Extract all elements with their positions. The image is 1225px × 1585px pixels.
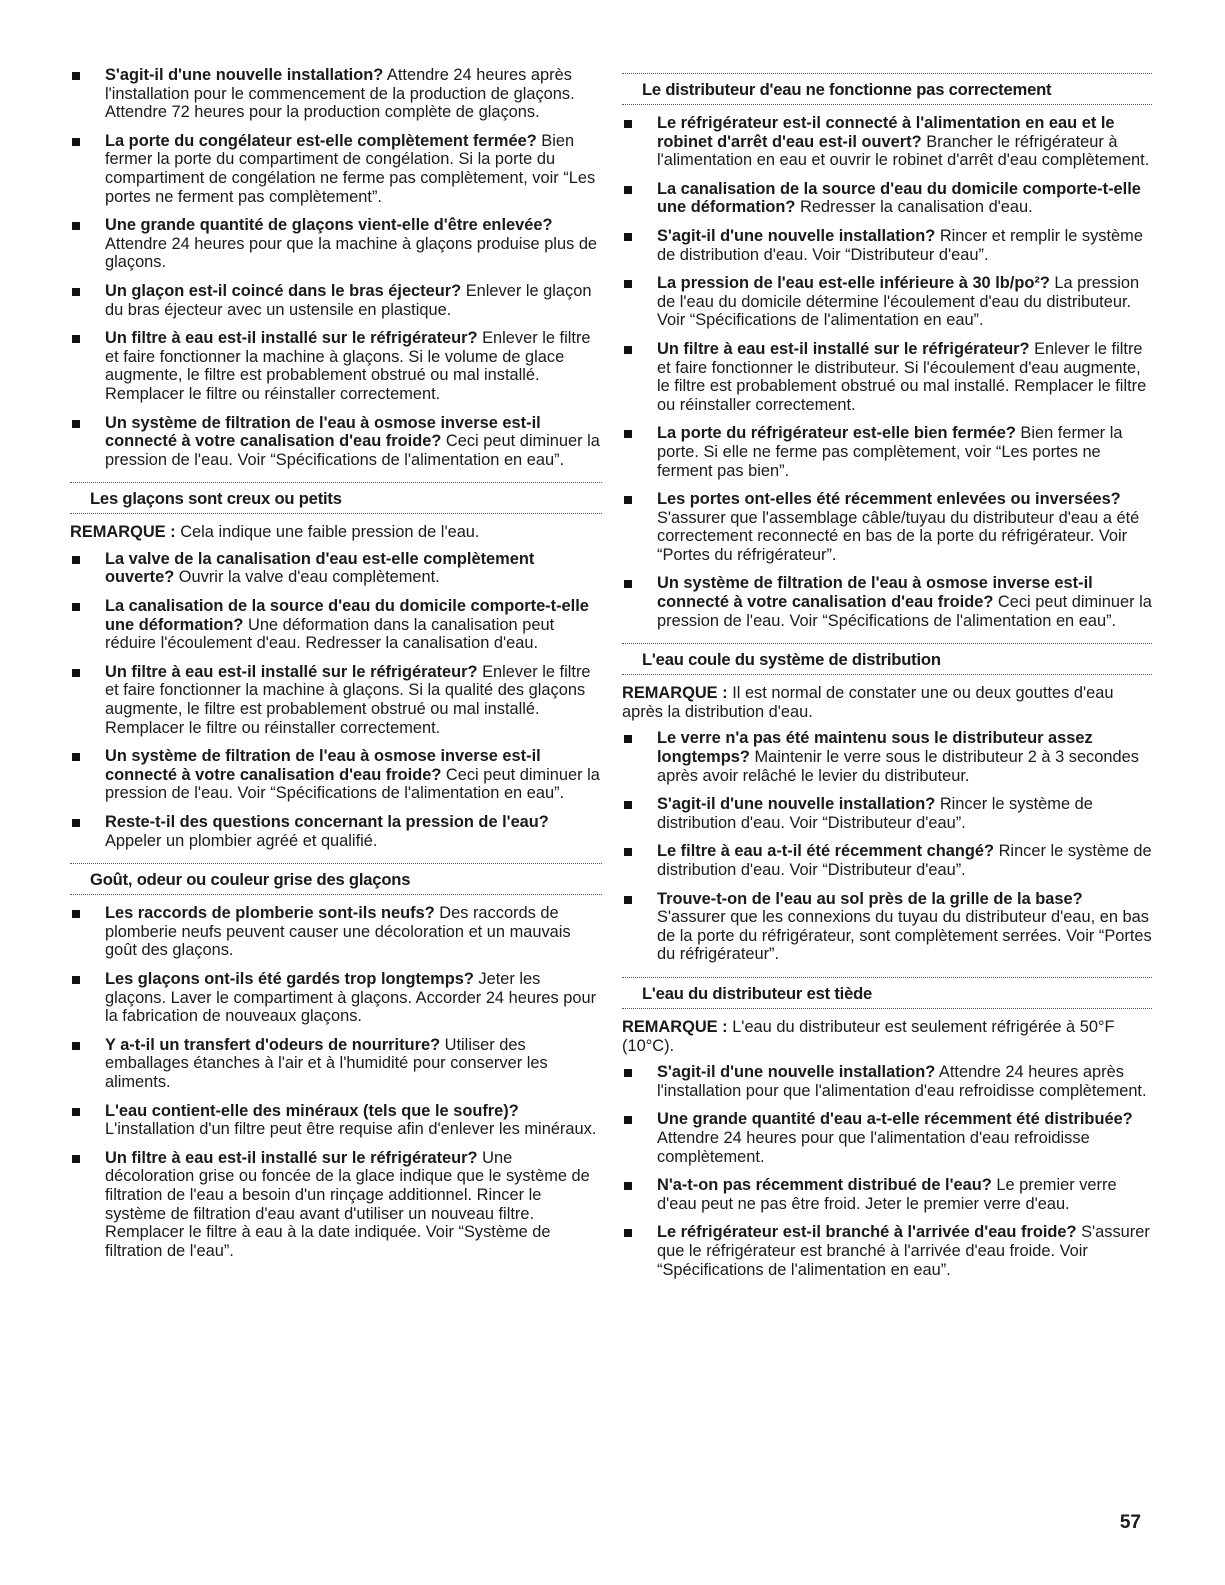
item-answer: Des raccords de plomberie neufs peuvent causer une décoloration et un mauvais goût des glaçons. — [105, 904, 571, 960]
note-text: Cela indique une faible pression de l'eau. — [175, 523, 480, 542]
item-answer: Ceci peut diminuer la pression de l'eau. Voir “Spécifications de l'alimentation en eau”. — [657, 593, 1152, 630]
item-question: Les glaçons ont-ils été gardés trop longtemps? — [105, 969, 474, 988]
section-title: Le distributeur d'eau ne fonctionne pas correctement — [642, 80, 1052, 99]
item-question: Une grande quantité de glaçons vient-elle d'être enlevée? — [105, 216, 553, 235]
note-label: REMARQUE : — [622, 684, 728, 703]
section-heading — [622, 974, 1152, 1012]
item-answer: Ceci peut diminuer la pression de l'eau. Voir “Spécifications de l'alimentation en eau”. — [105, 432, 600, 469]
item-question: La valve de la canalisation d'eau est-elle complètement ouverte? — [105, 549, 535, 587]
item-question: Les raccords de plomberie sont-ils neufs? — [105, 904, 435, 923]
item-question: Une grande quantité d'eau a-t-elle récemment été distribuée? — [657, 1110, 1133, 1129]
item-answer: Attendre 24 heures pour que l'alimentation d'eau refroidisse complètement. — [657, 1128, 1090, 1166]
troubleshoot-item — [622, 227, 1152, 264]
troubleshoot-item — [622, 795, 1152, 832]
section-title: Les glaçons sont creux ou petits — [90, 489, 342, 509]
item-answer: Attendre 24 heures après l'installation pour que l'alimentation d'eau refroidisse complètement. — [657, 1063, 1147, 1100]
bullet-square-icon — [624, 1182, 632, 1190]
item-answer: Ouvrir la valve d'eau complètement. — [174, 568, 440, 587]
item-answer: Maintenir le verre sous le distributeur 2 à 3 secondes après avoir relâché le levier du distributeur. — [657, 748, 1139, 785]
bullet-square-icon — [624, 580, 632, 588]
dispenser-leak-list — [622, 729, 1152, 964]
bullet-square-icon — [72, 910, 80, 918]
bullet-square-icon — [72, 1042, 80, 1050]
bullet-square-icon — [72, 335, 80, 343]
troubleshoot-item — [622, 890, 1152, 964]
troubleshoot-item — [622, 729, 1152, 785]
item-answer: Jeter les glaçons. Laver le compartiment à glaçons. Accorder 24 heures pour la fabrication de nouveaux glaçons. — [105, 969, 597, 1026]
troubleshoot-item — [622, 274, 1152, 330]
item-answer: Redresser la canalisation d'eau. — [795, 198, 1033, 217]
right-column — [622, 0, 1152, 1289]
troubleshoot-item — [70, 1036, 602, 1092]
bullet-square-icon — [624, 120, 632, 128]
troubleshoot-item — [70, 747, 602, 803]
section-title: L'eau du distributeur est tiède — [642, 983, 873, 1003]
page-number: 57 — [1119, 1512, 1141, 1533]
bullet-square-icon — [72, 556, 80, 564]
section-heading — [70, 860, 602, 898]
item-question: Un glaçon est-il coincé dans le bras éjecteur? — [105, 281, 462, 300]
item-answer: Brancher le réfrigérateur à l'alimentation en eau et ouvrir le robinet d'arrêt d'eau complètement. — [657, 132, 1150, 170]
bullet-square-icon — [624, 735, 632, 743]
item-answer: Bien fermer la porte du compartiment de congélation. Si la porte du compartiment de congélation ne ferme pas complètement, voir “Les portes ne ferment pas complètement”. — [105, 131, 596, 206]
item-question: Un système de filtration de l'eau à osmose inverse est-il connecté à votre canalisation d'eau froide? — [105, 413, 541, 451]
item-answer: La pression de l'eau du domicile détermine l'écoulement d'eau du distributeur. Voir “Spécifications de l'alimentation en eau”. — [657, 274, 1140, 330]
troubleshoot-item — [70, 1102, 602, 1139]
item-question: Le réfrigérateur est-il branché à l'arrivée d'eau froide? — [657, 1223, 1077, 1242]
troubleshoot-item — [70, 663, 602, 737]
troubleshoot-item — [70, 550, 602, 587]
item-question: Un filtre à eau est-il installé sur le réfrigérateur? — [105, 662, 478, 681]
troubleshoot-item — [70, 132, 602, 206]
item-answer: Attendre 24 heures pour que la machine à glaçons produise plus de glaçons. — [105, 234, 598, 272]
troubleshoot-item — [70, 904, 602, 960]
bullet-square-icon — [72, 1155, 80, 1163]
item-question: La pression de l'eau est-elle inférieure à 30 lb/po²? — [657, 274, 1050, 293]
troubleshoot-item — [622, 574, 1152, 630]
troubleshoot-item — [70, 329, 602, 403]
bullet-square-icon — [624, 496, 632, 504]
bullet-square-icon — [624, 848, 632, 856]
section-title: L'eau coule du système de distribution — [642, 650, 941, 670]
bullet-square-icon — [72, 138, 80, 146]
note-label: REMARQUE : — [622, 1017, 728, 1036]
item-answer: Enlever le filtre et faire fonctionner la machine à glaçons. Si la qualité des glaçons augmente, le filtre est probablement obstrué ou mal installé. Remplacer le filtre ou réinstaller correctement. — [105, 662, 591, 737]
item-question: S'agit-il d'une nouvelle installation? — [657, 1063, 936, 1082]
item-answer: Rincer le système de distribution d'eau. Voir “Distributeur d'eau”. — [657, 795, 1093, 832]
bullet-square-icon — [72, 222, 80, 230]
troubleshoot-item — [622, 340, 1152, 414]
item-answer: Utiliser des emballages étanches à l'air et à l'humidité pour conserver les aliments. — [105, 1035, 548, 1091]
section-heading — [70, 479, 602, 517]
bullet-square-icon — [72, 288, 80, 296]
bullet-square-icon — [624, 186, 632, 194]
item-answer: Enlever le glaçon du bras éjecteur avec un ustensile en plastique. — [105, 281, 592, 319]
item-question: Y a-t-il un transfert d'odeurs de nourriture? — [105, 1035, 441, 1054]
section-heading — [622, 640, 1152, 678]
item-answer: Appeler un plombier agréé et qualifié. — [105, 831, 378, 850]
item-question: N'a-t-on pas récemment distribué de l'eau? — [657, 1176, 992, 1195]
item-question: La canalisation de la source d'eau du domicile comporte-t-elle une déformation? — [657, 179, 1141, 217]
item-question: Les portes ont-elles été récemment enlevées ou inversées? — [657, 490, 1121, 509]
bullet-square-icon — [624, 896, 632, 904]
troubleshoot-item — [622, 1063, 1152, 1100]
item-question: La canalisation de la source d'eau du domicile comporte-t-elle une déformation? — [105, 597, 589, 634]
item-answer: Attendre 24 heures après l'installation pour le commencement de la production de glaçons. Attendre 72 heures pour la production complète de glaçons. — [105, 66, 575, 122]
item-question: Le réfrigérateur est-il connecté à l'alimentation en eau et le robinet d'arrêt d'eau est-il ouvert? — [657, 114, 1115, 151]
troubleshoot-item — [622, 490, 1152, 564]
troubleshoot-item — [70, 66, 602, 122]
item-answer: S'assurer que le réfrigérateur est branché à l'arrivée d'eau froide. Voir “Spécifications de l'alimentation en eau”. — [657, 1223, 1150, 1279]
item-question: S'agit-il d'une nouvelle installation? — [657, 226, 936, 245]
troubleshoot-item — [622, 1223, 1152, 1279]
item-question: Un filtre à eau est-il installé sur le réfrigérateur? — [657, 339, 1030, 358]
troubleshoot-item — [622, 842, 1152, 879]
item-answer: L'installation d'un filtre peut être requise afin d'enlever les minéraux. — [105, 1120, 597, 1139]
troubleshoot-item — [622, 424, 1152, 480]
troubleshoot-item — [70, 282, 602, 319]
bullet-square-icon — [624, 801, 632, 809]
note — [622, 1018, 1152, 1055]
item-question: La porte du congélateur est-elle complètement fermée? — [105, 131, 537, 150]
bullet-square-icon — [72, 819, 80, 827]
note-text: L'eau du distributeur est seulement réfrigérée à 50°F (10°C). — [622, 1017, 1115, 1055]
hollow-ice-list — [70, 550, 602, 850]
bullet-square-icon — [624, 1116, 632, 1124]
bullet-square-icon — [624, 233, 632, 241]
section-title: Goût, odeur ou couleur grise des glaçons — [90, 870, 411, 890]
item-answer: Le premier verre d'eau peut ne pas être froid. Jeter le premier verre d'eau. — [657, 1176, 1117, 1213]
item-question: Un système de filtration de l'eau à osmose inverse est-il connecté à votre canalisation d'eau froide? — [105, 747, 541, 784]
item-question: S'agit-il d'une nouvelle installation? — [657, 795, 936, 814]
bullet-square-icon — [624, 1069, 632, 1077]
item-question: Trouve-t-on de l'eau au sol près de la grille de la base? — [657, 889, 1083, 908]
troubleshoot-item — [70, 414, 602, 470]
item-answer: Bien fermer la porte. Si elle ne ferme pas complètement, voir “Les portes ne ferment pas bien”. — [657, 424, 1123, 480]
troubleshoot-item — [622, 180, 1152, 217]
item-answer: S'assurer que l'assemblage câble/tuyau du distributeur d'eau a été correctement reconnecté en bas de la porte du réfrigérateur. Voir “Portes du réfrigérateur”. — [657, 508, 1140, 564]
item-question: Un filtre à eau est-il installé sur le réfrigérateur? — [105, 1148, 478, 1167]
item-answer: Rincer et remplir le système de distribution d'eau. Voir “Distributeur d'eau”. — [657, 226, 1143, 264]
troubleshoot-item — [70, 597, 602, 653]
troubleshoot-item — [622, 1176, 1152, 1213]
troubleshoot-item — [622, 1110, 1152, 1166]
bullet-square-icon — [624, 346, 632, 354]
bullet-square-icon — [624, 280, 632, 288]
item-answer: S'assurer que les connexions du tuyau du distributeur d'eau, en bas de la porte du réfrigérateur, sont complètement serrées. Voir “Portes du réfrigérateur”. — [657, 908, 1152, 964]
ice-taste-list — [70, 904, 602, 1260]
bullet-square-icon — [72, 669, 80, 677]
item-question: L'eau contient-elle des minéraux (tels que le soufre)? — [105, 1101, 519, 1120]
item-answer: Ceci peut diminuer la pression de l'eau. Voir “Spécifications de l'alimentation en eau”. — [105, 765, 600, 803]
bullet-square-icon — [624, 1229, 632, 1237]
troubleshoot-item — [70, 216, 602, 272]
item-answer: Une décoloration grise ou foncée de la glace indique que le système de filtration de l'eau a besoin d'un rinçage additionnel. Rincer le système de filtration d'eau avant d'utiliser un nouveau filtre. Remplacer le filtre à eau à la date indiquée. Voir “Système de filtration de l'eau”. — [105, 1148, 590, 1260]
item-question: Un système de filtration de l'eau à osmose inverse est-il connecté à votre canalisation d'eau froide? — [657, 574, 1093, 612]
item-answer: Enlever le filtre et faire fonctionner la machine à glaçons. Si le volume de glace augmente, le filtre est probablement obstrué ou mal installé. Remplacer le filtre ou réinstaller correctement. — [105, 329, 591, 403]
item-question: Reste-t-il des questions concernant la pression de l'eau? — [105, 813, 549, 831]
warm-water-list — [622, 1063, 1152, 1279]
bullet-square-icon — [72, 603, 80, 611]
item-question: La porte du réfrigérateur est-elle bien fermée? — [657, 424, 1016, 443]
item-question: Un filtre à eau est-il installé sur le réfrigérateur? — [105, 329, 478, 348]
troubleshoot-item — [70, 813, 602, 850]
item-answer: Rincer le système de distribution d'eau. Voir “Distributeur d'eau”. — [657, 842, 1152, 879]
water-dispenser-list — [622, 114, 1152, 630]
item-answer: Enlever le filtre et faire fonctionner le distributeur. Si l'écoulement d'eau augmente, le filtre est probablement obstrué ou mal installé. Remplacer le filtre ou réinstaller correctement. — [657, 339, 1147, 414]
note — [622, 684, 1152, 721]
item-answer: Une déformation dans la canalisation peut réduire l'écoulement d'eau. Redresser la canalisation d'eau. — [105, 615, 555, 653]
item-question: Le verre n'a pas été maintenu sous le distributeur assez longtemps? — [657, 729, 1093, 767]
bullet-square-icon — [72, 976, 80, 984]
troubleshoot-item — [70, 970, 602, 1026]
bullet-square-icon — [72, 753, 80, 761]
bullet-square-icon — [72, 72, 80, 80]
troubleshoot-item — [622, 114, 1152, 170]
ice-production-list — [70, 66, 602, 469]
note-label: REMARQUE : — [70, 523, 176, 542]
section-heading — [622, 70, 1152, 108]
bullet-square-icon — [72, 1108, 80, 1116]
left-column — [70, 0, 602, 1270]
note — [70, 523, 602, 542]
bullet-square-icon — [72, 420, 80, 428]
bullet-square-icon — [624, 430, 632, 438]
troubleshoot-item — [70, 1149, 602, 1261]
item-question: Le filtre à eau a-t-il été récemment changé? — [657, 842, 995, 861]
note-text: Il est normal de constater une ou deux gouttes d'eau après la distribution d'eau. — [622, 684, 1114, 721]
item-question: S'agit-il d'une nouvelle installation? — [105, 66, 384, 84]
